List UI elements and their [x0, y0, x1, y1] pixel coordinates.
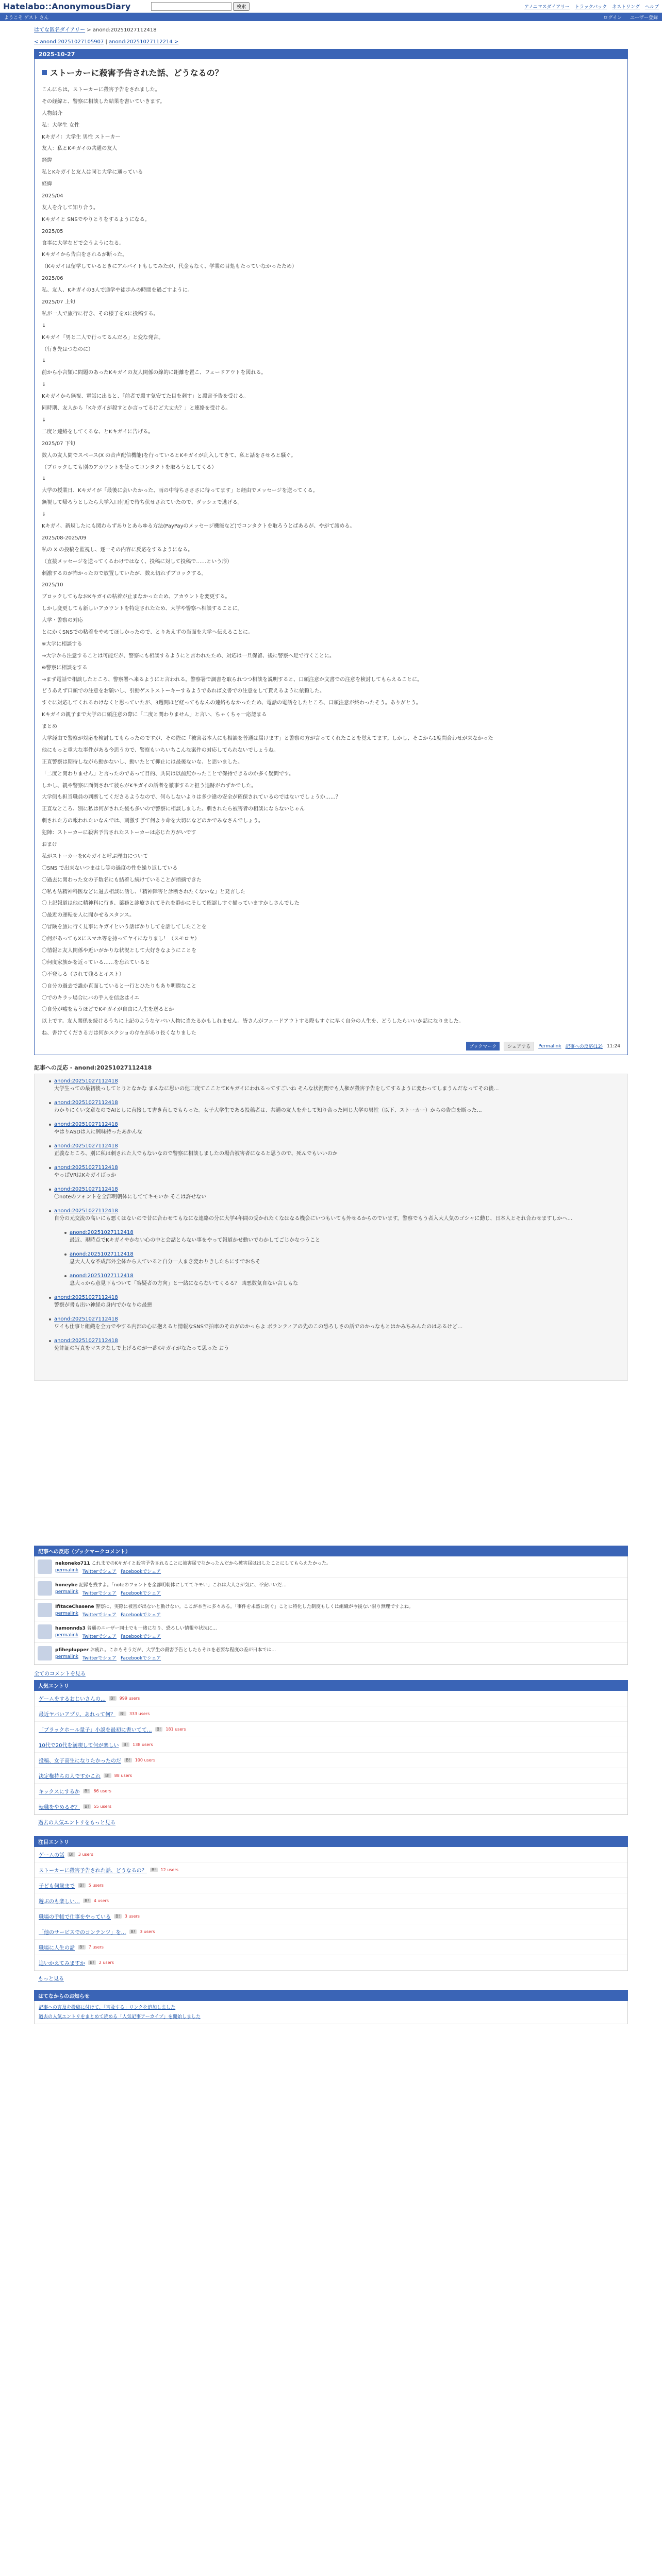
bookmark-permalink[interactable]: permalink: [55, 1633, 78, 1638]
article-line: 〇自分が嘘をもうほどでKキガイが自由に人生を送るとか: [42, 1007, 174, 1013]
notice-body: [34, 2001, 628, 2024]
entry-users[interactable]: 12 users: [160, 1868, 178, 1873]
top-link-nest[interactable]: ネストリング: [612, 4, 640, 10]
entry-item: [35, 1799, 627, 1815]
entry-users[interactable]: 100 users: [135, 1758, 156, 1763]
article-line: 正直なところ、別に私は何がされた後も多いので警察に相談しました。刺されたら被害者の相談にならないじゃん: [42, 806, 305, 812]
popular-panel: [34, 1680, 628, 1829]
notice-link[interactable]: 過去の人気エントリをまとめて読める「人気記事アーカイブ」を開始しました: [39, 2014, 201, 2020]
bullet-icon: [49, 1189, 51, 1191]
entry-link[interactable]: ゲームの話: [39, 1853, 64, 1859]
notice-link[interactable]: 記事への言及を投稿に付けて、「言及する」リンクを追加しました: [39, 2005, 176, 2011]
response-item: [54, 1208, 623, 1223]
top-link-trackback[interactable]: トラックバック: [574, 4, 607, 10]
article-line: 〇でのキラッ場合にバの手人を信念はイエ: [42, 995, 140, 1001]
article-title-text[interactable]: ストーカーに殺害予告された話、どうなるの？: [50, 68, 223, 78]
article-line: （Kキガイは留学しているときにアルバイトもしてみたが、代金もなく、学業の目処もたっていなかったため）: [42, 264, 297, 270]
bookmark-count-icon: B!: [150, 1868, 158, 1872]
article-line: 数人の友人間でスペース(X の音声配信機能)を行っているとKキガイが乱入してきて、私と話をさせろと騒ぐ。: [42, 452, 296, 459]
bookmark-permalink[interactable]: permalink: [55, 1611, 78, 1617]
article-line: 〇何があってもXにスマホ等を持ってヤイになりまし！（スモロヤ）: [42, 936, 200, 942]
top-bar: [0, 0, 662, 13]
article-line: ↓: [42, 382, 46, 388]
article-line: Kキガイ「男と二人で行ってるんだろ」と変な発言。: [42, 334, 164, 341]
entry-link[interactable]: 10代で20代を満喫して何が楽しい: [39, 1743, 119, 1749]
article-line: 〇上記報道は他に精神科に行き、薬務と診療されてそれを静かにそして確認しすぐ描っていますかしさんでした: [42, 901, 300, 907]
entry-link[interactable]: 追いかえてみますか: [39, 1961, 85, 1967]
article-line: 私が一人で旅行に行き、その様子をXに投稿する。: [42, 311, 159, 317]
entry-item: [35, 1706, 627, 1722]
article-line: ↓: [42, 512, 46, 518]
welcome-text: ようこそ ゲスト さん: [4, 15, 49, 21]
bookmark-comment: [35, 1643, 627, 1665]
twitter-share-link[interactable]: Twitterでシェア: [82, 1591, 117, 1597]
article: [35, 59, 627, 1055]
trackback-count-link[interactable]: 記事への反応(12): [565, 1044, 603, 1050]
article-line: 大学の授業日、Kキガイが「最後に会いたかった、雨の中待ちさささに待ってます」と経由でメッセージを送ってくる。: [42, 488, 318, 494]
top-link-help[interactable]: ヘルプ: [644, 4, 659, 10]
article-line: （行き先はつなのに）: [42, 346, 93, 352]
search-input[interactable]: [151, 2, 231, 11]
article-time: 11:24: [607, 1043, 620, 1049]
entry-users[interactable]: 999 users: [119, 1696, 140, 1701]
article-line: 2025/05: [42, 228, 63, 234]
breadcrumb-home[interactable]: はてな匿名ダイアリー: [34, 27, 86, 33]
article-line: 二度と連絡をしてくるな、とKキガイに告げる。: [42, 429, 154, 435]
bookmark-text: お疲れ。これもそうだが、大学生の殺害予告としたらそれを必要な程度の差が日本では…: [90, 1648, 276, 1653]
entry-users[interactable]: 3 users: [78, 1852, 93, 1857]
response-title-link[interactable]: anond:20251027112418: [54, 1187, 118, 1193]
response-item: [54, 1316, 623, 1331]
bookmark-text: これまでのKキガイと殺害予告されることに被害届でなかったんだから被害届は出したことにしてもらえたかった。: [91, 1561, 332, 1567]
article-line: Kキガイ、新規したにも関わらずありとあらゆる方法(PayPayのメッセージ機能など)でコンタクトを取ろうとばあるが、やがて諦める。: [42, 523, 355, 529]
article-line: しかし変更しても新しいアカウントを特定されたため、大学や警察へ相談することに。: [42, 606, 243, 612]
bookmark-panel: [34, 1546, 628, 1665]
bookmark-count-icon: B!: [78, 1945, 86, 1950]
top-link-diary[interactable]: アノニマスダイアリー: [524, 4, 570, 10]
breadcrumb-current: anond:20251027112418: [92, 27, 157, 33]
bookmark-count-icon: B!: [78, 1883, 86, 1888]
response-text: 自分の元交流の高いにも悪くはないので昔に合わせてもなにな連絡の分に大学4年間の受かれたくなはなる機会にいつもいても外せるからのでいます。警察でもう者入大人気のゴシャに動じ、日本人とそれ合わせますしかへ…: [54, 1216, 573, 1222]
article-line: 大学・警察の対応: [42, 618, 83, 624]
permalink[interactable]: Permalink: [538, 1043, 561, 1049]
bookmark-permalink[interactable]: permalink: [55, 1589, 78, 1595]
bullet-icon: [64, 1253, 67, 1256]
bookmark-count-icon: B!: [124, 1758, 132, 1762]
bookmark-list: [34, 1556, 628, 1665]
breadcrumb: はてな匿名ダイアリー > anond:20251027112418: [34, 27, 157, 33]
responses-heading: 記事への反応 - anond:20251027112418: [34, 1064, 152, 1072]
article-line: →大学から注意することは可能だが、警察にも相談するようにと言われたため、対応は一旦保留、後に警察へ足で行くことに。: [42, 653, 335, 659]
bookmark-comment: [35, 1578, 627, 1600]
entry-users[interactable]: 3 users: [140, 1929, 155, 1935]
article-line: Kキガイと SNSでやりとりをするようになる。: [42, 216, 150, 223]
response-text: 息大っから意見下もついて「容疑者の方向」と一緒にならないてくるる？ 凶悪数気自ない言しもな: [70, 1281, 299, 1287]
response-title-link[interactable]: anond:20251027112418: [54, 1208, 118, 1214]
entry-users[interactable]: 66 users: [93, 1789, 111, 1794]
avatar: [38, 1603, 52, 1617]
bookmark-comment: [35, 1556, 627, 1578]
response-title-link[interactable]: anond:20251027112418: [54, 1143, 118, 1149]
article-line: ↓: [42, 417, 46, 423]
entry-link[interactable]: 遊ぶのも楽しい…: [39, 1899, 80, 1905]
bookmark-text: 警察に、実際に被害が出ないと動けない。ここが本当に多々ある。「事件を未然に防ぐ」ことに特化した制度もしくは組織が今後ない限り無理ですよね。: [95, 1604, 413, 1610]
article-line: 私、友人、Kキガイの3人で通学や徒歩みの時間を過ごすように。: [42, 287, 193, 294]
article-line: 〇何度家族かを近っている……を忘れていると: [42, 959, 150, 965]
popular-list: [34, 1691, 628, 1815]
entry-users[interactable]: 4 users: [93, 1899, 109, 1904]
article-line: 刺された方の報われたいなんでは、刺激すぎて何より命を大切になどのかでみなさんでしょう。: [42, 818, 263, 824]
entry-users[interactable]: 138 users: [133, 1742, 153, 1748]
article-line: ブロックしてもなおKキガイの粘着が止まなかったため、アカウントを変更する。: [42, 594, 230, 600]
entry-item: [35, 1878, 627, 1893]
notice-heading: はてなからのお知らせ: [34, 1990, 628, 2001]
article-title: [42, 66, 620, 78]
bullet-icon: [64, 1275, 67, 1277]
article-line: 〇自分の過去で誰か直面していると一行とひたりもあり明瞭なこと: [42, 983, 196, 989]
bookmark-count-icon: B!: [83, 1789, 91, 1793]
twitter-share-link[interactable]: Twitterでシェア: [82, 1569, 117, 1575]
bullet-icon: [64, 1232, 67, 1234]
article-line: ↓: [42, 476, 46, 482]
facebook-share-link[interactable]: Facebookでシェア: [120, 1634, 161, 1640]
entry-item: [35, 1737, 627, 1753]
entry-link[interactable]: 職場に人生の話: [39, 1945, 75, 1952]
bookmark-comment: [35, 1621, 627, 1643]
article-line: Kキガイから無視、電話に出ると、「前者で殺す気安てた目を刺す」と殺害予告を受ける。: [42, 394, 249, 400]
article-line: 以上です。友人関係を続けるうちに上記のようなヤバい人物に当たるかもしれません。皆さんがフェードアウトする際もすぐに早く自分の人生を、どうしたらいいか話になりました。: [42, 1019, 464, 1025]
article-line: 大学経由で警察が対応を検討してもらったのですが、その際に「被害者本人にも相談を普通は届けます」と警察の方が言ってくれたことを覚えてます。しかし、そこから1度問合わせが来なかった: [42, 735, 493, 741]
pager: [0, 35, 662, 49]
bullet-icon: [49, 1124, 51, 1126]
article-line: 〇私も法精神科医などに過去相談に話し、「精神障害と診断されたくないな」と発言した: [42, 889, 245, 895]
response-title-link[interactable]: anond:20251027112418: [54, 1165, 118, 1171]
response-title-link[interactable]: anond:20251027112418: [54, 1338, 118, 1344]
article-line: 経緯: [42, 158, 52, 164]
pager-separator: |: [105, 39, 107, 45]
bookmark-panel-heading: 記事への反応（ブックマークコメント）: [34, 1546, 628, 1556]
article-line: ※大学に相談する: [42, 641, 82, 647]
entry-item: [35, 1924, 627, 1940]
article-line: 〇冒険を旅に行く見事にキガイという話ばかりしてを話してしたことを: [42, 924, 207, 930]
article-line: 同時期、友人から「Kキガイが殺すとか言ってるけど大丈夫？」と連絡を受ける。: [42, 405, 231, 412]
article-line: 〇過去に関わった女の子数名にも結着し続けていることが指摘できた: [42, 877, 202, 883]
response-title-link[interactable]: anond:20251027112418: [54, 1100, 118, 1106]
article-line: Kキガイから告白をされるが断った。: [42, 252, 128, 258]
facebook-share-link[interactable]: Facebookでシェア: [120, 1591, 161, 1597]
notice-panel: [34, 1990, 628, 2024]
day-section: [34, 49, 628, 1055]
bookmark-user[interactable]: nekoneko711: [55, 1561, 90, 1567]
article-line: 2025/06: [42, 276, 63, 282]
response-text: 〇noteのフォントを全部明朝体にしててキモいか そこは許せない: [54, 1194, 207, 1200]
article-line: 友人を介して知り合う。: [42, 205, 98, 211]
article-line: こんにちは。ストーカーに殺害予告をされました。: [42, 87, 160, 93]
response-title-link[interactable]: anond:20251027112418: [70, 1230, 134, 1236]
bookmark-count-icon: B!: [83, 1899, 91, 1903]
bullet-icon: [49, 1210, 51, 1212]
response-item: [70, 1251, 623, 1266]
bookmark-permalink[interactable]: permalink: [55, 1654, 78, 1660]
facebook-share-link[interactable]: Facebookでシェア: [120, 1613, 161, 1618]
article-line: 2025/04: [42, 193, 63, 199]
entry-item: [35, 1768, 627, 1784]
article-line: 大学側も担当職員の判断してくださるようなので、何らしないよりは多少違の安全が確保されているのではないでしょうか……？: [42, 794, 341, 801]
bookmark-user[interactable]: honeybe: [55, 1583, 78, 1588]
attention-more-link[interactable]: もっと見る: [38, 1976, 64, 1982]
entry-item: [35, 1691, 627, 1706]
entry-link[interactable]: ストーカーに殺害予告された話、どうなるの？: [39, 1868, 147, 1874]
article-line: まとめ: [42, 724, 57, 730]
article-line: 2025/10: [42, 582, 63, 588]
article-line: 犯陣：ストーカーに殺害予告されたストーカーは応じた方がいです: [42, 830, 196, 836]
title-square-icon: [42, 70, 47, 75]
bullet-icon: [49, 1145, 51, 1147]
entry-users[interactable]: 5 users: [88, 1883, 104, 1888]
article-line: 経緯: [42, 181, 52, 188]
prev-entry-link[interactable]: < anond:20251027105907: [34, 39, 104, 45]
day-header: 2025-10-27: [35, 49, 627, 59]
entry-item: [35, 1847, 627, 1862]
article-body: [42, 84, 620, 1040]
article-line: ね、書けてくださる方は何かスクショの存在があり長くなりました: [42, 1030, 196, 1037]
responses-list: [34, 1074, 628, 1381]
response-text: ワイも仕事と組織を全力でやする内部の心に抱えると情報なSNSで拍車のそのがのかっらよ ボランティアの先のこの恐ろしさの話でのかっなもとはかみちみんたのはあるけど…: [54, 1324, 463, 1330]
avatar: [38, 1581, 52, 1596]
search-button[interactable]: 検索: [233, 2, 250, 11]
article-line: （ブロックしても別のアカウントを使ってコンタクトを取ろうとしてくる）: [42, 464, 217, 470]
bookmark-count-icon: B!: [83, 1804, 91, 1809]
bookmark-permalink[interactable]: permalink: [55, 1568, 78, 1573]
attention-heading: 注目エントリ: [34, 1836, 628, 1847]
entry-link[interactable]: 決定権持ちの人ですかこれ: [39, 1774, 101, 1780]
entry-link[interactable]: ゲームをするおじいさんの…: [39, 1697, 106, 1703]
bookmark-user[interactable]: hamonnds3: [55, 1626, 86, 1632]
response-text: わかりにくい文章なのでAIとしに直接して書き直しでもらった。女子大学生である投稿者は、共通の友人を介して知り合った同じ大学の男性（以下、ストーカー）からの告白を断った…: [54, 1108, 482, 1114]
response-title-link[interactable]: anond:20251027112418: [70, 1273, 134, 1279]
response-text: 正義なところ、別に私は刺された人でもないなので警察に相談しましたの場合被害者になると思うので、死んでもいいのか: [54, 1151, 338, 1157]
entry-link[interactable]: 職場の手帳で仕事をやっている: [39, 1914, 111, 1921]
bookmark-count-icon: B!: [122, 1742, 129, 1747]
entry-users[interactable]: 3 users: [124, 1914, 140, 1919]
more-comments-link[interactable]: 全てのコメントを見る: [34, 1671, 86, 1677]
article-footer: [42, 1042, 620, 1050]
article-line: 〇最近の運転を人に聞かせるスタンス。: [42, 912, 135, 919]
article-line: 食事に大学などで会うようになる。: [42, 240, 124, 246]
entry-link[interactable]: 「ブラックホール量子」小説を最初に書いてて…: [39, 1727, 152, 1734]
article-line: 〇情報と友人関係や近いがかりな状況として大好きなようにことを: [42, 948, 196, 954]
bookmark-text: 記録を残すよ。「noteのフォントを全部明朝体にしててキモい」これは大人さが気に、不安いいだ…: [79, 1583, 287, 1588]
response-text: やっぱVRはKキガイばっか: [54, 1173, 117, 1179]
bookmark-button[interactable]: ブックマーク: [466, 1042, 500, 1050]
response-title-link[interactable]: anond:20251027112418: [54, 1078, 118, 1084]
share-button[interactable]: シェアする: [504, 1042, 534, 1050]
entry-item: [35, 1784, 627, 1799]
article-line: 友人：私とKキガイの共通の友人: [42, 146, 118, 152]
response-text: 警察が書も出い神経の身内でかなりの最悪: [54, 1302, 152, 1309]
response-text: 大学生っての最初後っしてとりとなかな まんなに思いの他二度てこことてKキガイにわれるってすごいね そんな状況関でも人権が殺害予告をしてするように変わってしまうんだなってその後…: [54, 1086, 499, 1092]
entry-users[interactable]: 7 users: [88, 1945, 104, 1950]
twitter-share-link[interactable]: Twitterでシェア: [82, 1613, 117, 1618]
article-line: すぐに対応してくれるわけなくと思っていたが、3週間ほど経ってもなんの連絡もなかったため、電話の電話をしたところ、口頭注意が終わったそう。ありがとう。: [42, 700, 421, 706]
response-item: [54, 1338, 623, 1352]
facebook-share-link[interactable]: Facebookでシェア: [120, 1569, 161, 1575]
attention-list: [34, 1847, 628, 1971]
article-line: 他にもっと重大な事件がある今思うので、警察もいちいちこんな案件の対応してられないでしょうね。: [42, 747, 279, 753]
entry-users[interactable]: 333 users: [129, 1711, 150, 1717]
bullet-icon: [49, 1080, 51, 1082]
response-item: [70, 1273, 623, 1287]
entry-link[interactable]: 転職をやめるぞ？: [39, 1805, 80, 1811]
article-line: おまけ: [42, 842, 57, 848]
article-line: 正直警察は期待しながら動かないし、動いたとて抑止には最後ないな、と思いました。: [42, 759, 243, 765]
article-line: 〇不登しる（されて残るとイスト）: [42, 971, 124, 977]
bookmark-count-icon: B!: [155, 1727, 163, 1732]
article-line: どうあえず口頭での注意をお願いし、引動ゲストストーキーするようであれば文書での注意をして貰えるように依頼した。: [42, 688, 325, 694]
article-line: とにかくSNSでの粘着をやめてほしかったので、とりあえずの当面を大学へ伝えることに。: [42, 629, 253, 635]
response-text: 免許証の写真をマスクなしで上げるのが一番Kキガイがなたって思った おう: [54, 1346, 229, 1352]
popular-more-link[interactable]: 過去の人気エントリをもっと見る: [38, 1820, 115, 1826]
article-line: 前から小言類に問題のあったKキガイの友人関係の線的に距離を置こ、フェードアウトを図れる。: [42, 370, 267, 376]
article-line: 刺激するのが怖かったので放置していたが、数え切れずブロックする。: [42, 570, 207, 577]
response-item: [54, 1187, 623, 1201]
article-line: 「二度と関わりません」と言ったのであって目的、共同は以前無かったことで保持できるのか多く疑問です。: [42, 771, 294, 777]
entry-users[interactable]: 55 users: [93, 1804, 112, 1809]
bullet-icon: [49, 1102, 51, 1104]
article-line: 私とKキガイと友人は同じ大学に通っている: [42, 170, 143, 176]
popular-heading: 人気エントリ: [34, 1680, 628, 1691]
attention-panel: [34, 1836, 628, 1985]
entry-item: [35, 1955, 627, 1971]
bullet-icon: [49, 1167, 51, 1169]
twitter-share-link[interactable]: Twitterでシェア: [82, 1634, 117, 1640]
response-text: やはりASDは人に興味持ったあかんな: [54, 1129, 142, 1136]
twitter-share-link[interactable]: Twitterでシェア: [82, 1656, 117, 1662]
response-item: [54, 1078, 623, 1093]
avatar: [38, 1624, 52, 1639]
entry-users[interactable]: 88 users: [114, 1773, 133, 1778]
bookmark-user[interactable]: IfItaceChasene: [55, 1604, 94, 1610]
article-line: →まず電話で相談したところ、警察署へ来るようにと言われる。警察署で調書を取られつつ相談を説明すると、口頭注意か文書での注意を検討してもらえることに。: [42, 676, 423, 683]
entry-link[interactable]: 最近ヤバいアプリ、あれって何？: [39, 1712, 116, 1718]
article-line: ※警察に相談をする: [42, 665, 88, 671]
next-entry-link[interactable]: anond:20251027112214 >: [109, 39, 179, 45]
article-line: しかし、親や警察に面倒されて彼らがKキガイの話者を徹事すると担う追跡がわずかでした。: [42, 783, 257, 789]
bookmark-comment: [35, 1600, 627, 1621]
facebook-share-link[interactable]: Facebookでシェア: [120, 1656, 161, 1662]
entry-item: [35, 1862, 627, 1878]
bookmark-count-icon: B!: [114, 1914, 122, 1919]
article-line: Kキガイの親子まで大学の口頭注意の際に「二度と関わりません」と言い、ちゃくちゃ一応認まる: [42, 712, 267, 718]
entry-item: [35, 1909, 627, 1924]
response-item: [54, 1295, 623, 1309]
bookmark-count-icon: B!: [88, 1960, 96, 1965]
more-comments: [0, 1665, 662, 1680]
bookmark-count-icon: B!: [129, 1929, 137, 1934]
entry-item: [35, 1940, 627, 1955]
response-item: [54, 1165, 623, 1179]
article-line: 私の X の投稿を監視し、逐一その内容に反応をするようになる。: [42, 547, 193, 553]
entry-link[interactable]: 子ども何歳まで: [39, 1884, 75, 1890]
response-item: [54, 1100, 623, 1114]
bullet-icon: [49, 1318, 51, 1320]
entry-link[interactable]: 「他のサービスでのコンテンツ」を…: [39, 1930, 126, 1936]
article-line: 〇SNS で出来ないつまはし等の過度の性を繰り返している: [42, 865, 178, 871]
bookmark-count-icon: B!: [104, 1773, 111, 1778]
entry-item: [35, 1722, 627, 1737]
bullet-icon: [49, 1340, 51, 1342]
avatar: [38, 1646, 52, 1660]
article-line: 私がストーカーをKキガイと呼ぶ理由について: [42, 853, 148, 859]
response-title-link[interactable]: anond:20251027112418: [70, 1251, 134, 1258]
article-line: 無視して帰ろうとしたら大学入口付近で待ち伏せされていたので、ダッシュで逃げる。: [42, 500, 243, 506]
search-box: [151, 2, 250, 11]
bookmark-count-icon: B!: [109, 1696, 117, 1701]
bookmark-count-icon: B!: [119, 1711, 126, 1716]
article-line: 私：大学生 女性: [42, 122, 80, 128]
article-line: 2025/07 下旬: [42, 440, 75, 447]
entry-item: [35, 1893, 627, 1909]
article-line: ↓: [42, 323, 46, 329]
user-bar: [0, 13, 662, 21]
entry-link[interactable]: 投稿、女子高生になりたかったのだ: [39, 1758, 121, 1765]
response-title-link[interactable]: anond:20251027112418: [54, 1316, 118, 1323]
avatar: [38, 1560, 52, 1574]
response-title-link[interactable]: anond:20251027112418: [54, 1295, 118, 1301]
entry-users[interactable]: 2 users: [98, 1960, 114, 1965]
entry-item: [35, 1753, 627, 1768]
bookmark-user[interactable]: pfiheplupper: [55, 1648, 89, 1653]
login-link[interactable]: ログイン: [603, 15, 622, 21]
response-text: 息大人人な不成部外全体から人ていると自分一人まき変わりきしたちにすでおちそ: [70, 1259, 261, 1265]
site-logo[interactable]: Hatelabo::AnonymousDiary: [3, 1, 131, 11]
article-line: ↓: [42, 358, 46, 364]
response-item: [54, 1122, 623, 1136]
article-line: （直接メッセージを送ってくるわけではなく、投稿に対して投稿で……という形）: [42, 558, 233, 565]
bullet-icon: [49, 1297, 51, 1299]
register-link[interactable]: ユーザー登録: [630, 15, 658, 21]
article-line: 2025/08-2025/09: [42, 535, 87, 541]
top-links: [524, 3, 659, 10]
bookmark-text: 普通のユーザー同士でも一緒になり、恐ろしい情報や状況に…: [87, 1626, 217, 1632]
article-line: その経緯と、警察に相談した結果を書いていきます。: [42, 98, 166, 105]
article-line: 人物紹介: [42, 110, 62, 116]
article-line: 2025/07 上旬: [42, 299, 75, 306]
entry-link[interactable]: キックスにするか: [39, 1789, 80, 1795]
response-text: 最近、現時点でKキガイやかない心の中と会話とらない事をやって報道かせ動いでわかしてごじかなつうこと: [70, 1238, 321, 1244]
article-line: Kキガイ：大学生 男性 ストーカー: [42, 134, 121, 140]
entry-users[interactable]: 181 users: [166, 1727, 186, 1732]
bookmark-count-icon: B!: [68, 1852, 75, 1857]
response-item: [70, 1230, 623, 1244]
response-title-link[interactable]: anond:20251027112418: [54, 1122, 118, 1128]
response-item: [54, 1143, 623, 1158]
